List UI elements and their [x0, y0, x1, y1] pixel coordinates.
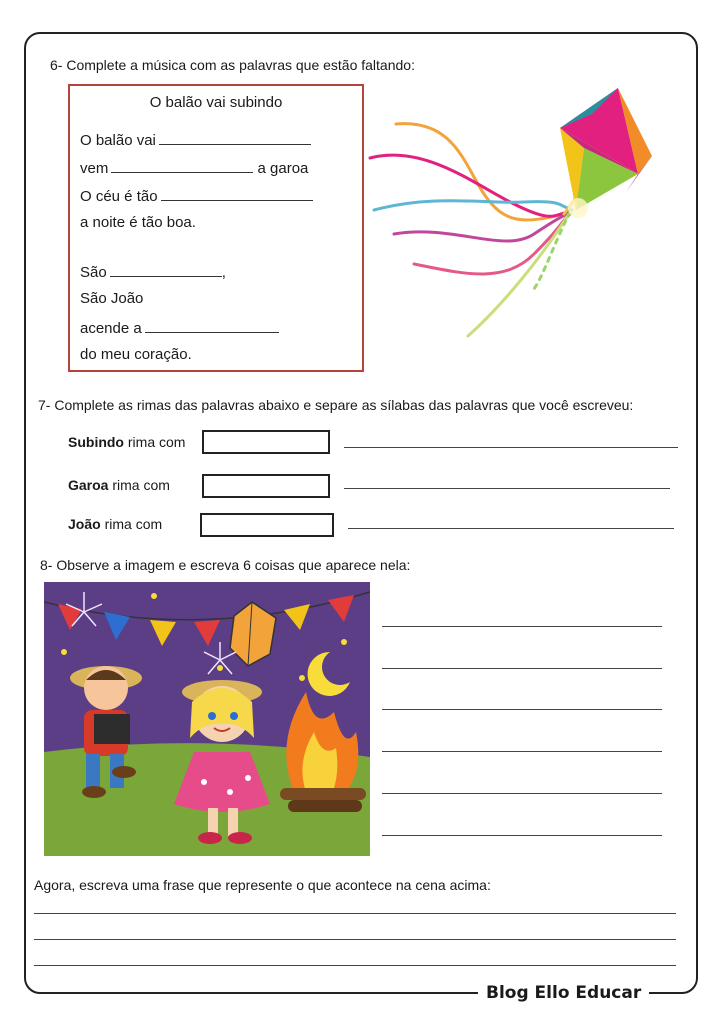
song-line — [80, 158, 308, 177]
song-line — [80, 130, 311, 149]
rhyme-row — [68, 516, 162, 532]
song-line-text-after: a garoa — [257, 160, 309, 177]
rhyme-row — [68, 477, 170, 493]
song-blank[interactable] — [145, 318, 279, 333]
final-prompt: Agora, escreva uma frase que represente o que acontece na cena acima: — [34, 877, 491, 893]
item-answer-line[interactable] — [382, 835, 662, 836]
song-blank[interactable] — [110, 262, 222, 277]
song-blank[interactable] — [161, 186, 313, 201]
rhyme-word: Subindo — [68, 434, 124, 450]
item-answer-line[interactable] — [382, 793, 662, 794]
song-line — [80, 290, 143, 307]
q7-prompt: 7- Complete as rimas das palavras abaixo e separe as sílabas das palavras que você escreveu: — [38, 397, 634, 413]
song-line — [80, 214, 196, 231]
song-line-text: São — [80, 264, 107, 281]
song-line-text: a noite é tão boa. — [80, 214, 196, 231]
kite-illustration — [364, 84, 664, 344]
song-line — [80, 318, 279, 337]
song-line — [80, 262, 226, 281]
rhyme-answer-box[interactable] — [202, 474, 330, 498]
item-answer-line[interactable] — [382, 626, 662, 627]
song-line-text: São João — [80, 290, 144, 307]
song-line — [80, 186, 313, 205]
item-answer-line[interactable] — [382, 668, 662, 669]
sentence-answer-line[interactable] — [34, 965, 676, 966]
song-line — [80, 346, 192, 363]
item-answer-line[interactable] — [382, 709, 662, 710]
rhyme-text: rima com — [127, 434, 186, 450]
festa-junina-illustration — [44, 582, 370, 856]
syllable-answer-line[interactable] — [344, 488, 670, 489]
song-blank[interactable] — [111, 158, 253, 173]
rhyme-answer-box[interactable] — [200, 513, 334, 537]
song-blank[interactable] — [159, 130, 311, 145]
song-line-text: O céu é tão — [80, 188, 158, 205]
song-line-text: vem — [80, 160, 109, 177]
song-box — [68, 84, 364, 372]
rhyme-row — [68, 434, 185, 450]
item-answer-line[interactable] — [382, 751, 662, 752]
q6-prompt: 6- Complete a música com as palavras que estão faltando: — [50, 57, 415, 73]
rhyme-text: rima com — [112, 477, 170, 493]
sentence-answer-line[interactable] — [34, 939, 676, 940]
rhyme-word: Garoa — [68, 477, 109, 493]
rhyme-word: João — [68, 516, 101, 532]
song-line-text: do meu coração. — [80, 346, 192, 363]
q8-prompt: 8- Observe a imagem e escreva 6 coisas que aparece nela: — [40, 557, 411, 573]
syllable-answer-line[interactable] — [348, 528, 674, 529]
song-line-text-after: , — [221, 264, 226, 281]
kite-body — [560, 88, 652, 218]
song-line-text: acende a — [80, 320, 142, 337]
song-title: O balão vai subindo — [149, 94, 283, 111]
rhyme-answer-box[interactable] — [202, 430, 330, 454]
footer-brand: Blog Ello Educar — [478, 981, 649, 1005]
song-line-text: O balão vai — [80, 132, 156, 149]
rhyme-text: rima com — [104, 516, 163, 532]
syllable-answer-line[interactable] — [344, 447, 678, 448]
sentence-answer-line[interactable] — [34, 913, 676, 914]
